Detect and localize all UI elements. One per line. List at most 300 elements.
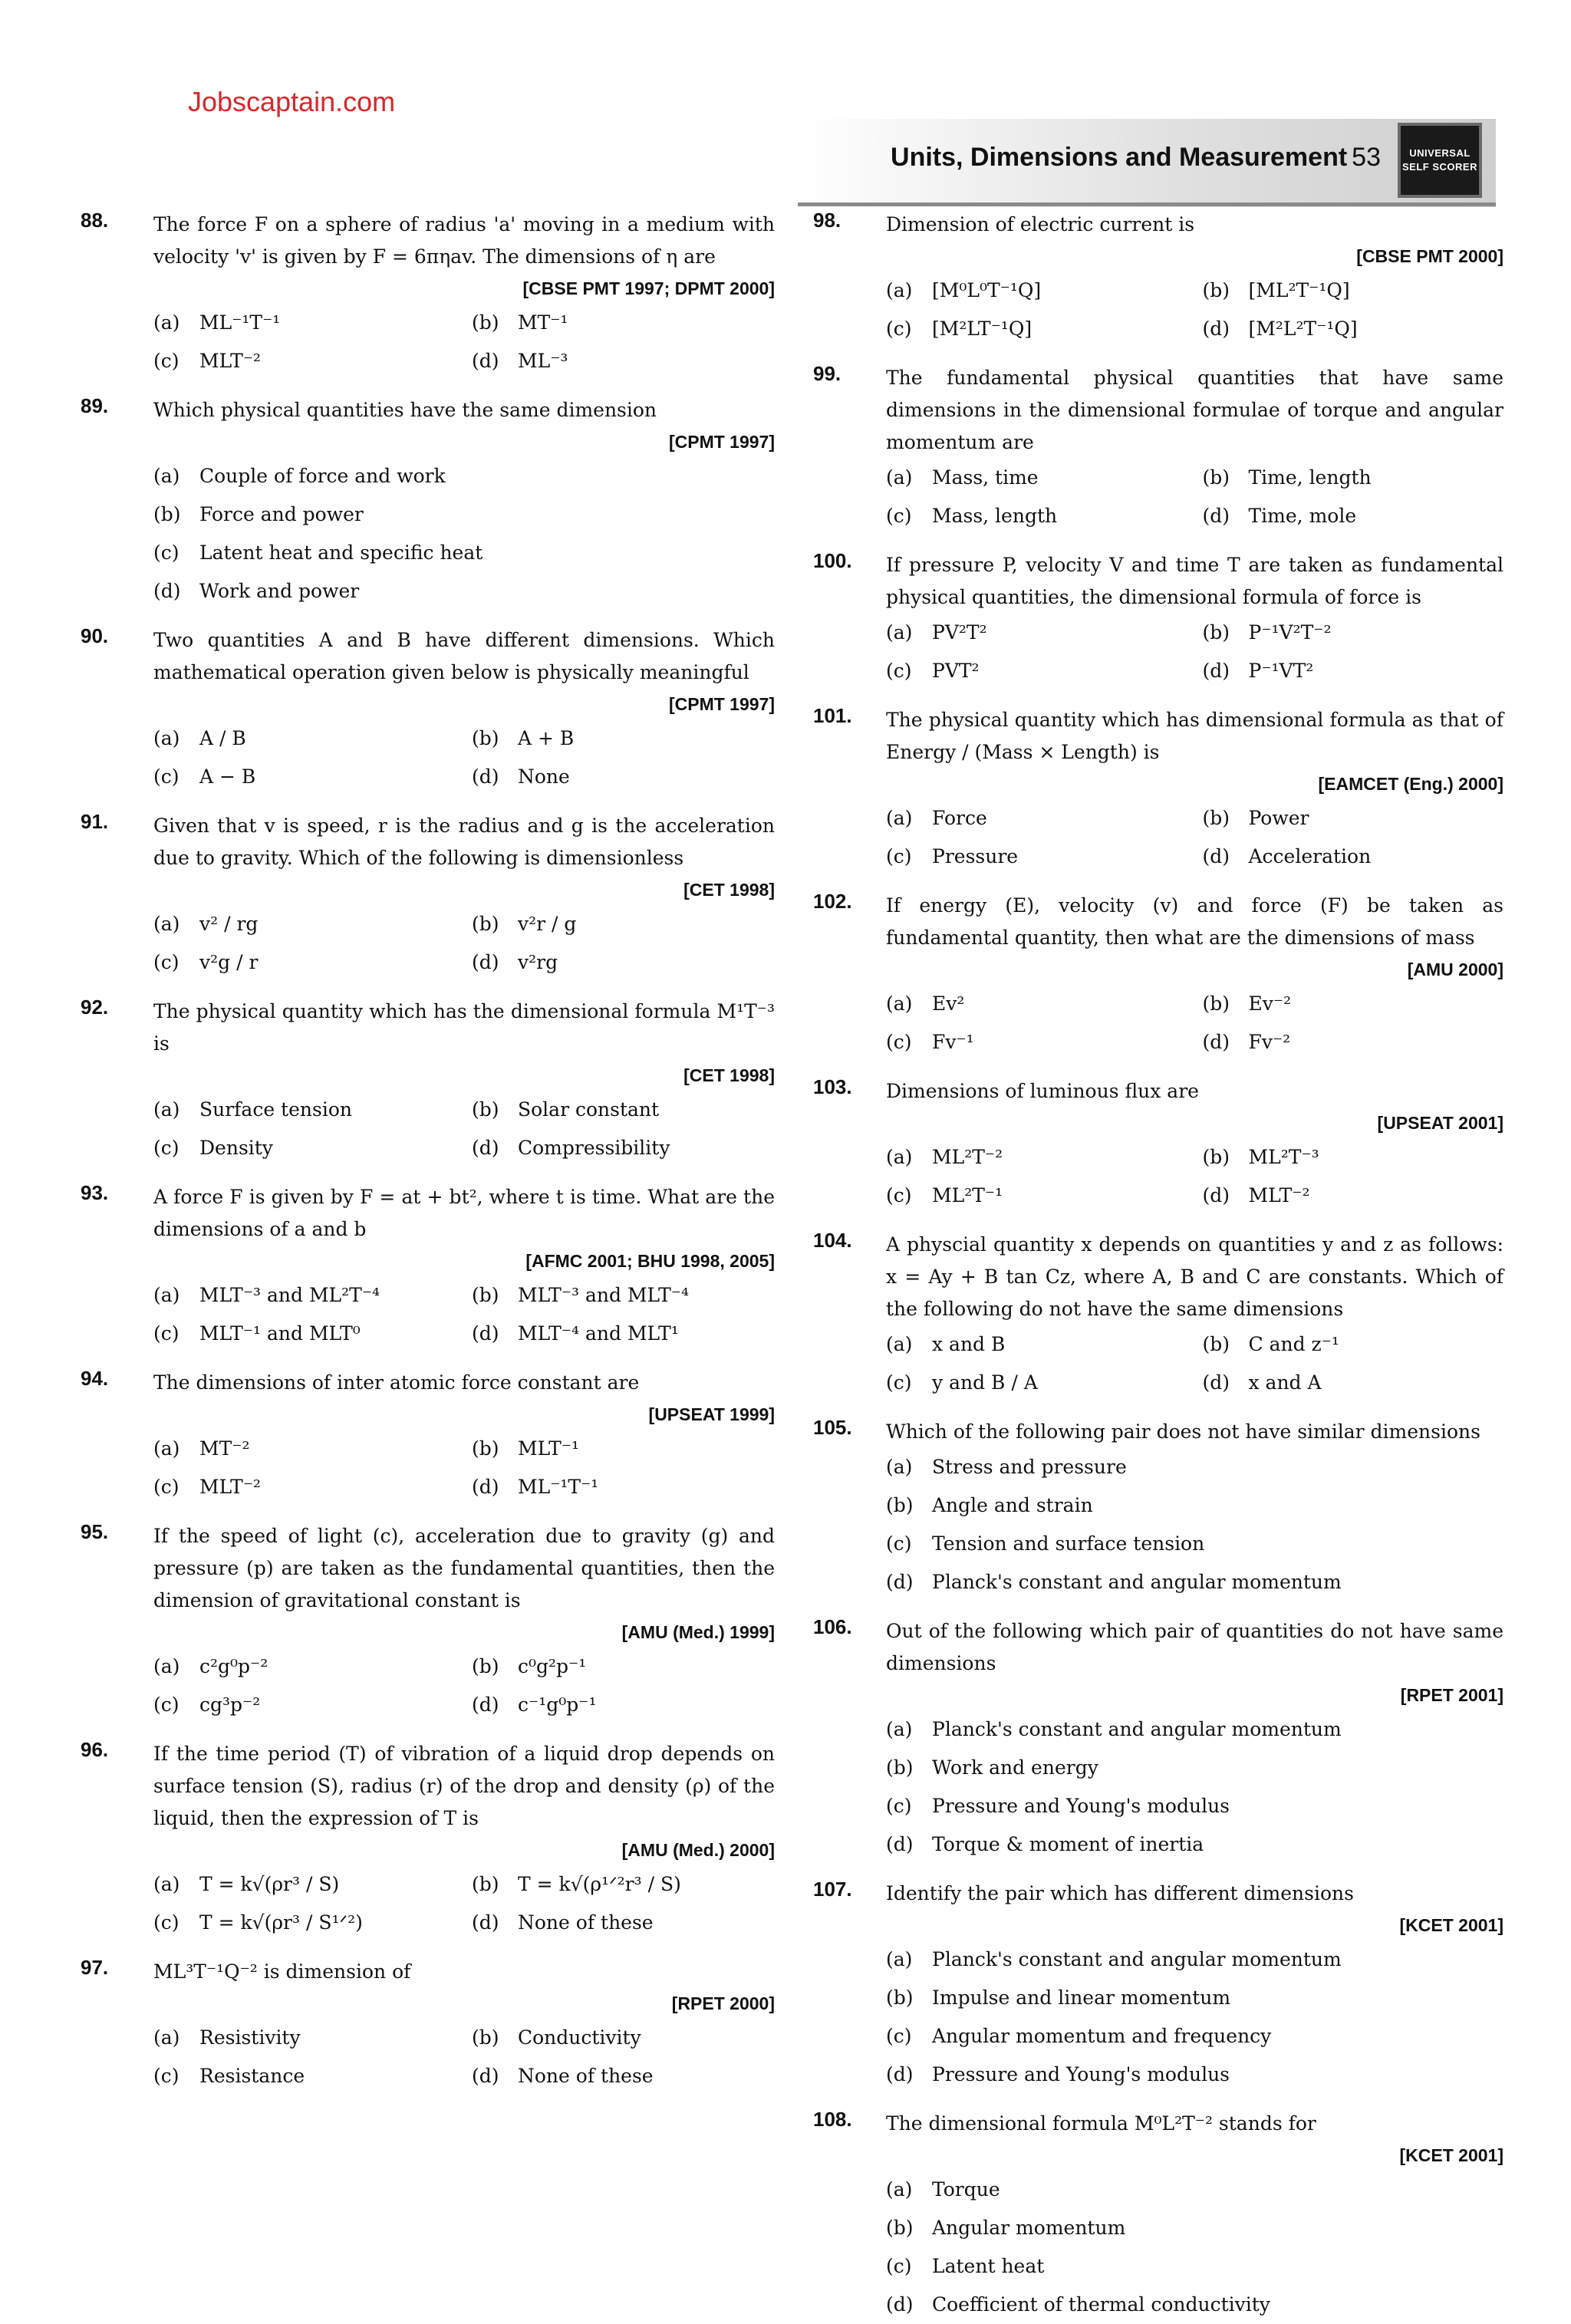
answer-option (886, 1448, 1503, 1486)
option-text: [M²L²T⁻¹Q] (1248, 318, 1358, 340)
answer-option (472, 1276, 775, 1315)
answer-option (472, 1315, 775, 1353)
question-source: [CET 1998] (683, 880, 775, 900)
question (81, 1181, 775, 1353)
option-text: Planck's constant and angular momentum (932, 1948, 1342, 1970)
question-text: The dimensional formula M⁰L²T⁻² stands for (886, 2112, 1316, 2135)
option-text: [ML²T⁻¹Q] (1248, 279, 1350, 301)
option-label: (d) (472, 350, 499, 372)
option-text: ML⁻¹T⁻¹ (518, 1476, 599, 1498)
option-label: (d) (1202, 505, 1230, 527)
option-label: (b) (472, 1655, 499, 1677)
options-list (153, 304, 775, 380)
question-source: [CPMT 1997] (668, 432, 775, 452)
question-source: [AMU (Med.) 2000] (621, 1840, 775, 1860)
question (81, 810, 775, 982)
option-label: (a) (153, 913, 180, 935)
question-number: 101. (813, 704, 852, 727)
right-column (813, 209, 1503, 2324)
question-number: 95. (81, 1520, 109, 1543)
option-text: ML⁻¹T⁻¹ (199, 311, 281, 334)
question-number: 94. (81, 1367, 109, 1390)
option-text: v²r / g (518, 913, 577, 935)
watermark: Jobscaptain.com (188, 86, 396, 117)
answer-option (472, 943, 775, 982)
question (81, 1367, 775, 1506)
answer-option (472, 1648, 775, 1686)
option-text: T = k√(ρr³ / S) (199, 1873, 340, 1895)
option-text: Time, mole (1248, 505, 1357, 527)
option-label: (c) (153, 765, 179, 788)
left-column (81, 209, 775, 2095)
question-number: 89. (81, 394, 109, 417)
answer-option (472, 1091, 775, 1129)
answer-option (153, 1648, 456, 1686)
option-text: Compressibility (518, 1137, 670, 1159)
option-text: cg³p⁻² (199, 1694, 261, 1716)
answer-option (1203, 497, 1504, 535)
option-text: P⁻¹VT² (1248, 660, 1314, 682)
answer-option (886, 1979, 1503, 2017)
option-text: Mass, time (932, 466, 1039, 489)
question (813, 1878, 1503, 2094)
answer-option (472, 1865, 775, 1904)
option-label: (c) (153, 1322, 179, 1345)
answer-option (153, 1276, 456, 1315)
question-number: 102. (813, 890, 852, 913)
answer-option (886, 799, 1187, 838)
option-label: (b) (886, 1756, 914, 1779)
question-text: Dimension of electric current is (886, 213, 1195, 235)
option-text: ML²T⁻³ (1248, 1146, 1319, 1168)
option-label: (d) (472, 1476, 499, 1498)
question-source: [UPSEAT 1999] (648, 1404, 775, 1424)
option-label: (d) (886, 1833, 914, 1855)
question-text: If the speed of light (c), acceleration due to gravity (g) and pressure (p) are taken as the fundamental quantities, then the dimension of gravitational constant is (153, 1525, 775, 1611)
question (813, 1229, 1503, 1402)
options-list (886, 2171, 1503, 2324)
option-text: c⁰g²p⁻¹ (518, 1655, 587, 1677)
answer-option (886, 1177, 1187, 1215)
option-label: (b) (886, 1494, 914, 1516)
question (813, 890, 1503, 1062)
options-list (153, 1648, 775, 1724)
option-label: (a) (886, 466, 913, 489)
answer-option (886, 310, 1187, 348)
option-text: MLT⁻² (1248, 1184, 1310, 1206)
option-label: (c) (886, 505, 912, 527)
option-label: (c) (153, 2065, 179, 2087)
option-text: None of these (518, 1911, 654, 1934)
option-text: Stress and pressure (932, 1456, 1127, 1478)
option-label: (a) (886, 279, 913, 301)
question-number: 96. (81, 1738, 109, 1761)
option-label: (c) (886, 1795, 912, 1817)
question-source: [RPET 2000] (671, 1993, 775, 2013)
question-text: The dimensions of inter atomic force constant are (153, 1371, 640, 1394)
option-label: (a) (153, 727, 180, 749)
answer-option (886, 614, 1187, 652)
option-text: Impulse and linear momentum (932, 1987, 1231, 2009)
option-label: (b) (1202, 807, 1230, 829)
question-number: 98. (813, 209, 841, 232)
option-text: Fv⁻¹ (932, 1031, 974, 1053)
option-text: c⁻¹g⁰p⁻¹ (518, 1694, 597, 1716)
question-text: The force F on a sphere of radius 'a' moving in a medium with velocity 'v' is given by F = 6πηav. The dimensions of η are (153, 213, 775, 268)
option-label: (b) (153, 503, 181, 525)
question-text: Identify the pair which has different dimensions (886, 1882, 1354, 1904)
option-text: P⁻¹V²T⁻² (1248, 621, 1332, 644)
option-label: (d) (1202, 1031, 1230, 1053)
option-text: Mass, length (932, 505, 1058, 527)
answer-option (886, 1941, 1503, 1979)
option-label: (a) (153, 1284, 180, 1306)
option-text: x and A (1248, 1371, 1322, 1394)
option-text: ML⁻³ (518, 350, 568, 372)
question-number: 88. (81, 209, 109, 232)
options-list (153, 1430, 775, 1506)
options-list (153, 2019, 775, 2095)
option-label: (a) (886, 1146, 913, 1168)
option-label: (b) (472, 1437, 499, 1460)
question-text: A force F is given by F = at + bt², where t is time. What are the dimensions of a and b (153, 1186, 775, 1240)
question (81, 394, 775, 611)
option-text: ML²T⁻¹ (932, 1184, 1003, 1206)
question-number: 99. (813, 362, 841, 385)
question-number: 108. (813, 2108, 852, 2131)
answer-option (153, 495, 775, 534)
answer-option (153, 1091, 456, 1129)
option-label: (b) (472, 311, 499, 334)
question-number: 90. (81, 624, 109, 647)
question (813, 1615, 1503, 1864)
question (81, 1956, 775, 2095)
answer-option (886, 1749, 1503, 1787)
question-number: 100. (813, 549, 852, 572)
option-text: Pressure (932, 845, 1019, 867)
question (81, 996, 775, 1167)
option-label: (c) (886, 1184, 912, 1206)
question (813, 362, 1503, 535)
option-label: (c) (153, 1911, 179, 1934)
answer-option (1203, 1177, 1504, 1215)
option-text: A + B (518, 727, 575, 749)
answer-option (886, 1325, 1187, 1364)
answer-option (1203, 310, 1504, 348)
answer-option (886, 2056, 1503, 2094)
answer-option (153, 1686, 456, 1724)
answer-option (1203, 1138, 1504, 1177)
question-text: Which physical quantities have the same dimension (153, 399, 657, 421)
option-text: Conductivity (518, 2026, 641, 2049)
option-label: (c) (886, 2025, 912, 2047)
answer-option (886, 2209, 1503, 2247)
options-list (153, 457, 775, 611)
options-list (153, 905, 775, 982)
option-text: Surface tension (199, 1098, 352, 1121)
option-label: (d) (472, 765, 499, 788)
option-label: (d) (886, 1571, 914, 1593)
option-text: Work and power (199, 580, 360, 602)
answer-option (886, 497, 1187, 535)
answer-option (153, 1904, 456, 1942)
question (813, 549, 1503, 690)
option-label: (b) (1202, 466, 1230, 489)
option-text: Time, length (1248, 466, 1372, 489)
options-list (886, 1325, 1503, 1402)
option-label: (b) (472, 1284, 499, 1306)
option-text: Ev⁻² (1248, 992, 1292, 1015)
answer-option (472, 342, 775, 380)
option-text: MLT⁻³ and ML²T⁻⁴ (199, 1284, 380, 1306)
options-list (886, 459, 1503, 535)
question (81, 1738, 775, 1942)
question-text: The physical quantity which has the dimensional formula M¹T⁻³ is (153, 1000, 775, 1055)
answer-option (153, 758, 456, 796)
option-label: (b) (1202, 1333, 1230, 1355)
answer-option (153, 1315, 456, 1353)
options-list (886, 1710, 1503, 1864)
answer-option (1203, 799, 1504, 838)
question-source: [KCET 2001] (1399, 2145, 1503, 2165)
answer-option (886, 2171, 1503, 2209)
question-text: Dimensions of luminous flux are (886, 1080, 1199, 1102)
answer-option (153, 905, 456, 943)
answer-option (1203, 652, 1504, 690)
option-label: (a) (153, 1098, 180, 1121)
answer-option (1203, 1325, 1504, 1364)
option-label: (b) (472, 727, 499, 749)
question-text: The physical quantity which has dimensional formula as that of Energy / (Mass × Length) is (886, 709, 1503, 763)
option-label: (b) (1202, 992, 1230, 1015)
answer-option (153, 2019, 456, 2057)
options-list (886, 1941, 1503, 2094)
options-list (153, 1276, 775, 1353)
question (813, 2108, 1503, 2324)
answer-option (1203, 1364, 1504, 1402)
option-text: Tension and surface tension (932, 1532, 1205, 1555)
option-label: (c) (153, 1137, 179, 1159)
option-text: Work and energy (932, 1756, 1098, 1779)
answer-option (886, 1364, 1187, 1402)
option-label: (d) (1202, 1371, 1230, 1394)
answer-option (472, 758, 775, 796)
question-text: Two quantities A and B have different dimensions. Which mathematical operation given below is physically meaningful (153, 629, 775, 683)
option-label: (c) (886, 1031, 912, 1053)
answer-option (153, 2057, 456, 2095)
option-label: (d) (472, 1694, 499, 1716)
option-text: MLT⁻² (199, 1476, 262, 1498)
answer-option (1203, 459, 1504, 497)
option-label: (d) (472, 1911, 499, 1934)
option-label: (a) (886, 992, 913, 1015)
question-source: [AMU (Med.) 1999] (621, 1622, 775, 1642)
question (81, 209, 775, 380)
answer-option (886, 459, 1187, 497)
option-text: Torque (932, 2178, 1000, 2201)
option-label: (a) (153, 1437, 180, 1460)
question-source: [CPMT 1997] (668, 694, 775, 714)
answer-option (472, 1904, 775, 1942)
option-text: Acceleration (1248, 845, 1372, 867)
question (813, 1416, 1503, 1601)
answer-option (472, 719, 775, 758)
answer-option (886, 1563, 1503, 1601)
option-text: x and B (932, 1333, 1006, 1355)
option-text: None (518, 765, 570, 788)
question-number: 104. (813, 1229, 852, 1252)
answer-option (153, 457, 775, 495)
option-label: (b) (886, 1987, 914, 2009)
answer-option (472, 1468, 775, 1506)
option-label: (b) (472, 2026, 499, 2049)
option-label: (b) (472, 913, 499, 935)
answer-option (153, 1865, 456, 1904)
question-number: 106. (813, 1615, 852, 1638)
option-text: MLT⁻¹ (518, 1437, 580, 1460)
option-text: Latent heat (932, 2255, 1045, 2277)
answer-option (472, 304, 775, 342)
answer-option (886, 1138, 1187, 1177)
answer-option (472, 905, 775, 943)
option-label: (b) (1202, 1146, 1230, 1168)
question-source: [EAMCET (Eng.) 2000] (1318, 774, 1503, 794)
option-text: Planck's constant and angular momentum (932, 1718, 1342, 1740)
answer-option (886, 1023, 1187, 1062)
options-list (153, 719, 775, 796)
options-list (153, 1091, 775, 1167)
option-text: v²rg (518, 951, 558, 973)
answer-option (1203, 614, 1504, 652)
option-label: (a) (153, 2026, 180, 2049)
answer-option (1203, 838, 1504, 876)
option-text: Force and power (199, 503, 364, 525)
question (81, 1520, 775, 1724)
option-text: Couple of force and work (199, 465, 446, 487)
option-text: Resistivity (199, 2026, 301, 2049)
option-label: (c) (886, 318, 912, 340)
question-text: The fundamental physical quantities that have same dimensions in the dimensional formulae of torque and angular momentum are (886, 367, 1503, 453)
option-label: (c) (886, 2255, 912, 2277)
option-label: (c) (153, 1694, 179, 1716)
option-text: Angle and strain (932, 1494, 1093, 1516)
question-source: [UPSEAT 2001] (1377, 1113, 1503, 1133)
option-text: MT⁻¹ (518, 311, 568, 334)
option-text: Torque & moment of inertia (932, 1833, 1204, 1855)
option-text: C and z⁻¹ (1248, 1333, 1339, 1355)
answer-option (153, 534, 775, 572)
option-label: (b) (1202, 279, 1230, 301)
option-text: Density (199, 1137, 273, 1159)
option-text: None of these (518, 2065, 654, 2087)
option-text: y and B / A (932, 1371, 1038, 1394)
option-text: Power (1248, 807, 1309, 829)
option-text: MLT⁻¹ and MLT⁰ (199, 1322, 361, 1345)
answer-option (886, 2017, 1503, 2056)
option-label: (a) (886, 1333, 913, 1355)
option-text: MLT⁻² (199, 350, 262, 372)
option-label: (d) (472, 2065, 499, 2087)
option-label: (d) (886, 2293, 914, 2316)
options-list (886, 1448, 1503, 1601)
option-text: A / B (199, 727, 246, 749)
question (813, 1075, 1503, 1215)
logo-line-2: SELF SCORER (1402, 161, 1477, 173)
option-label: (b) (472, 1098, 499, 1121)
option-label: (c) (153, 350, 179, 372)
options-list (886, 799, 1503, 876)
page-header (891, 143, 1381, 173)
question-number: 107. (813, 1878, 852, 1901)
option-text: Coefficient of thermal conductivity (932, 2293, 1270, 2316)
option-text: PVT² (932, 660, 980, 682)
option-text: MT⁻² (199, 1437, 250, 1460)
page-number: 53 (1352, 143, 1381, 172)
option-label: (d) (472, 1322, 499, 1345)
question-number: 97. (81, 1956, 109, 1979)
option-label: (d) (1202, 845, 1230, 867)
answer-option (153, 1129, 456, 1167)
question-number: 91. (81, 810, 109, 833)
question-number: 103. (813, 1075, 852, 1098)
option-text: v² / rg (199, 913, 259, 935)
question-source: [CBSE PMT 2000] (1356, 246, 1503, 266)
option-text: MLT⁻³ and MLT⁻⁴ (518, 1284, 690, 1306)
question-text: Which of the following pair does not have similar dimensions (886, 1420, 1480, 1443)
answer-option (153, 1430, 456, 1468)
option-text: PV²T² (932, 621, 987, 644)
option-text: Latent heat and specific heat (199, 541, 483, 564)
answer-option (1203, 1023, 1504, 1062)
option-label: (b) (472, 1873, 499, 1895)
option-text: Solar constant (518, 1098, 660, 1121)
option-label: (d) (886, 2063, 914, 2085)
option-label: (a) (153, 1655, 180, 1677)
answer-option (472, 1129, 775, 1167)
question-source: [RPET 2001] (1400, 1685, 1503, 1705)
answer-option (886, 1787, 1503, 1825)
answer-option (472, 1686, 775, 1724)
answer-option (886, 838, 1187, 876)
options-list (886, 985, 1503, 1062)
option-text: Planck's constant and angular momentum (932, 1571, 1342, 1593)
option-text: A − B (199, 765, 256, 788)
option-text: Pressure and Young's modulus (932, 1795, 1230, 1817)
options-list (153, 1865, 775, 1942)
option-text: Angular momentum and frequency (932, 2025, 1272, 2047)
option-text: c²g⁰p⁻² (199, 1655, 268, 1677)
answer-option (153, 719, 456, 758)
option-label: (c) (886, 660, 912, 682)
question-text: A physcial quantity x depends on quantities y and z as follows: x = Ay + B tan Cz, where A, B and C are constants. Which of the following do not have the same dimensions (886, 1233, 1503, 1320)
question-number: 105. (813, 1416, 852, 1439)
option-label: (c) (153, 951, 179, 973)
answer-option (886, 1825, 1503, 1864)
option-label: (a) (886, 1948, 913, 1970)
question (813, 209, 1503, 348)
answer-option (886, 1710, 1503, 1749)
option-label: (d) (1202, 318, 1230, 340)
option-text: v²g / r (199, 951, 259, 973)
option-text: Force (932, 807, 987, 829)
answer-option (886, 1525, 1503, 1563)
option-label: (a) (153, 311, 180, 334)
question (81, 624, 775, 796)
option-label: (d) (472, 951, 499, 973)
question-source: [KCET 2001] (1399, 1915, 1503, 1935)
chapter-title: Units, Dimensions and Measurement (891, 143, 1348, 172)
option-label: (a) (886, 1456, 913, 1478)
